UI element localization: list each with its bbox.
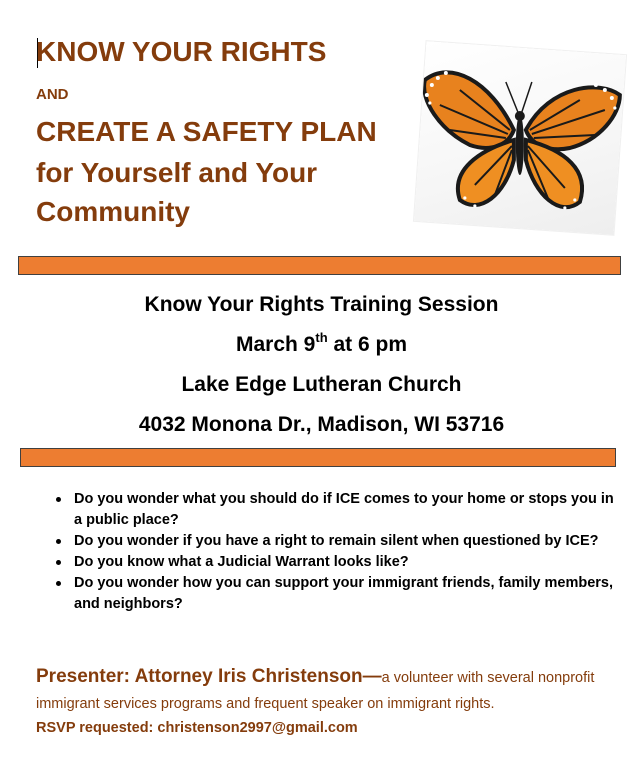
butterfly-photo — [414, 41, 626, 235]
heading-community: Community — [36, 196, 190, 227]
list-item: Do you wonder what you should do if ICE comes to your home or stops you in a public place? — [74, 489, 614, 531]
event-date — [0, 330, 643, 357]
event-date-day: March 9 — [235, 333, 316, 356]
event-venue: Lake Edge Lutheran Church — [181, 373, 462, 396]
event-title: Know Your Rights Training Session — [144, 293, 499, 316]
heading-and: AND — [36, 86, 69, 103]
heading-know-your-rights: KNOW YOUR RIGHTS — [36, 36, 327, 67]
divider-bar-top — [18, 256, 621, 275]
question-list — [54, 489, 614, 615]
event-date-time: at 6 pm — [327, 333, 407, 356]
presenter-description: a volunteer with several nonprofit immigrant services programs and frequent speaker on immigrant rights. — [36, 670, 595, 712]
list-item: Do you wonder how you can support your immigrant friends, family members, and neighbors? — [74, 573, 614, 615]
presenter-name: Presenter: Attorney Iris Christenson— — [36, 666, 382, 687]
presenter-info — [36, 664, 596, 717]
event-date-suffix: th — [315, 330, 328, 345]
divider-bar-bottom — [20, 448, 616, 467]
monarch-butterfly-icon — [414, 41, 626, 235]
list-item: Do you know what a Judicial Warrant looks like? — [74, 552, 614, 573]
event-address: 4032 Monona Dr., Madison, WI 53716 — [138, 413, 505, 436]
heading-safety-plan: CREATE A SAFETY PLAN — [36, 116, 377, 147]
heading-for-yourself: for Yourself and Your — [36, 157, 318, 188]
list-item: Do you wonder if you have a right to remain silent when questioned by ICE? — [74, 531, 614, 552]
rsvp-line: RSVP requested: christenson2997@gmail.com — [36, 720, 358, 736]
